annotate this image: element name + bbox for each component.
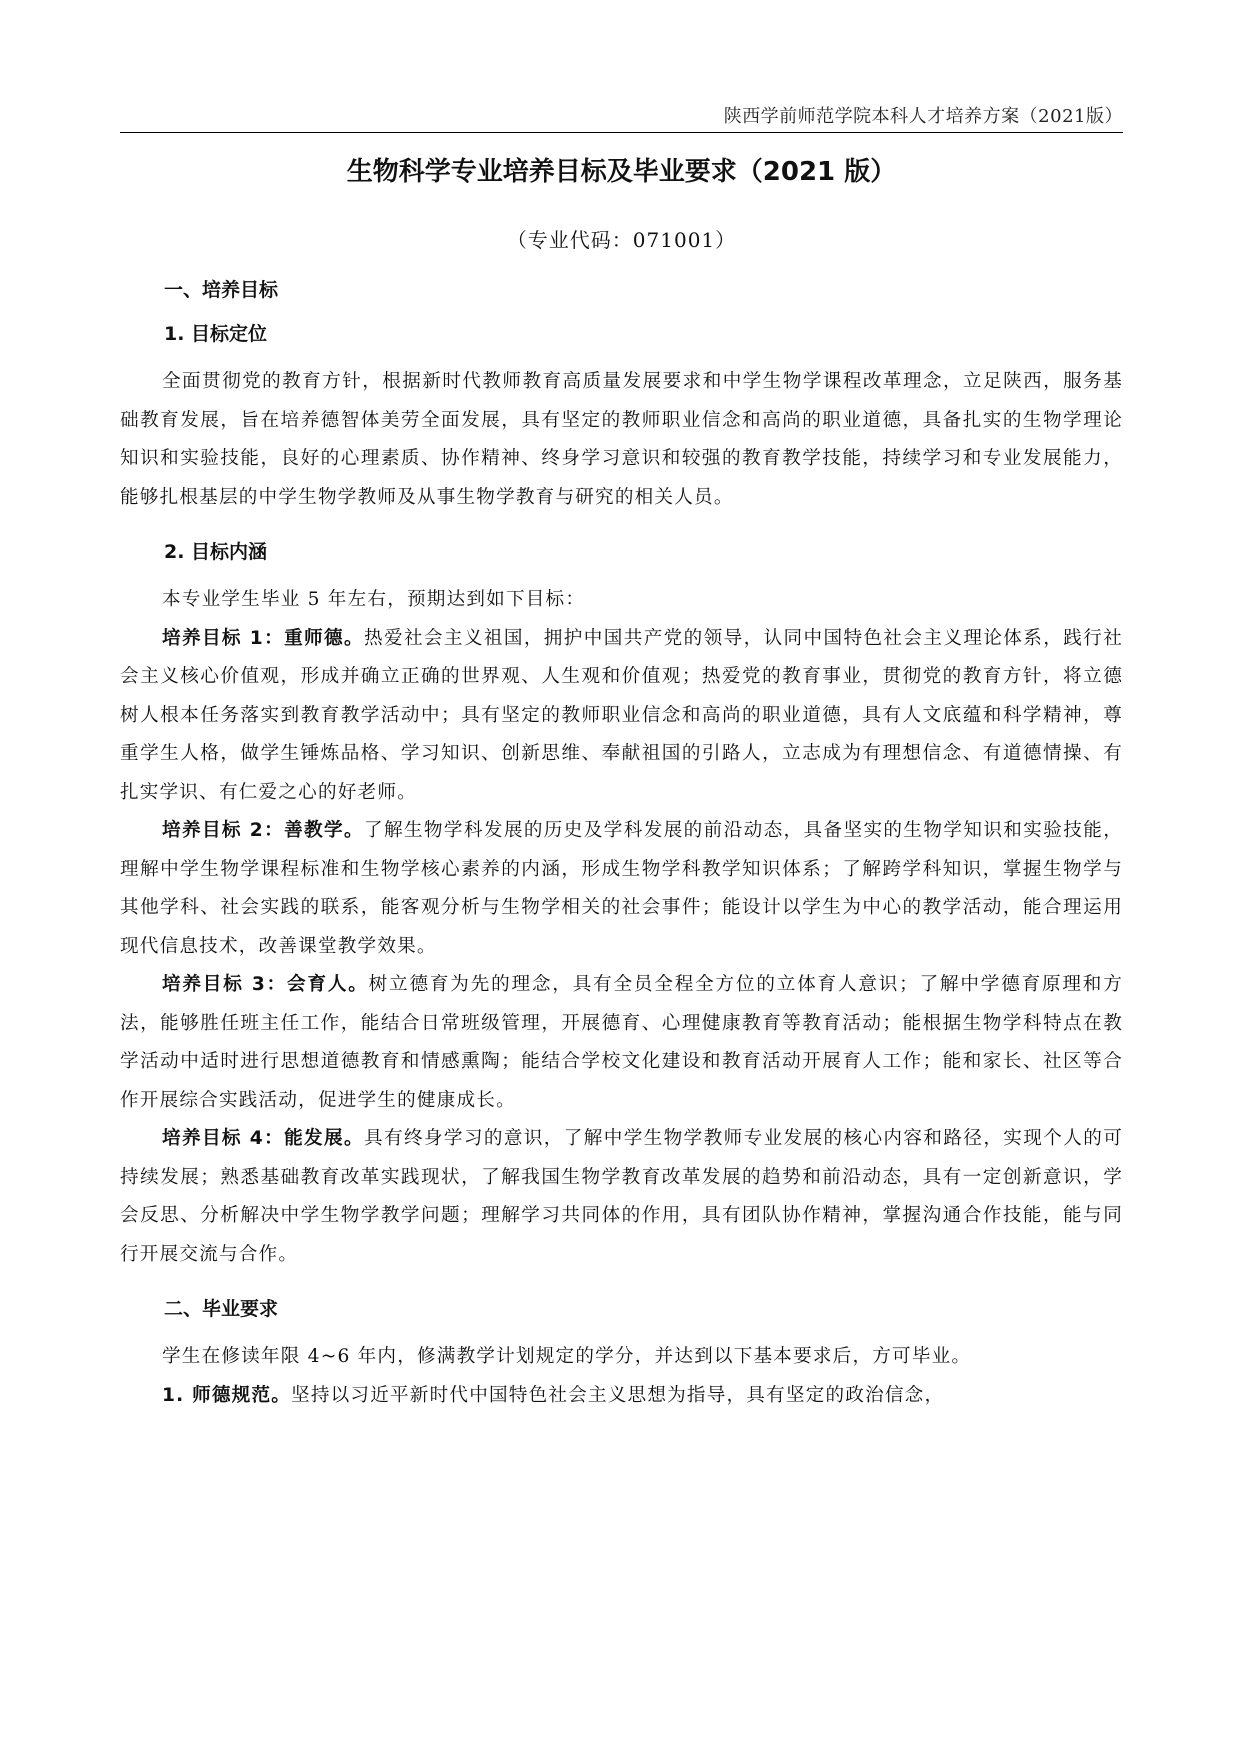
requirement-label-1: 1. 师德规范。 (162, 1384, 292, 1406)
requirement-paragraph-1 (120, 1377, 1123, 1416)
goal-text-1: 热爱社会主义祖国，拥护中国共产党的领导，认同中国特色社会主义理论体系，践行社会主义核心价值观，形成并确立正确的世界观、人生观和价值观；热爱党的教育事业，贯彻党的教育方针，将立德树人根本任务落实到教育教学活动中；具有坚定的教师职业信念和高尚的职业道德，具有人文底蕴和科学精神，尊重学生人格，做学生锤炼品格、学习知识、创新思维、奉献祖国的引路人，立志成为有理想信念、有道德情操、有扎实学识、有仁爱之心的好老师。 (120, 627, 1123, 803)
goal-text-2: 了解生物学科发展的历史及学科发展的前沿动态，具备坚实的生物学知识和实验技能，理解中学生物学课程标准和生物学核心素养的内涵，形成生物学科教学知识体系；了解跨学科知识，掌握生物学与其他学科、社会实践的联系，能客观分析与生物学相关的社会事件；能设计以学生为中心的教学活动，能合理运用现代信息技术，改善课堂教学效果。 (120, 820, 1123, 957)
goal-label-4: 培养目标 4：能发展。 (162, 1128, 364, 1149)
goal-label-2: 培养目标 2：善教学。 (162, 820, 364, 841)
section-heading-goals: 一、培养目标 (164, 279, 279, 301)
goal-paragraph-4 (120, 1120, 1123, 1274)
paragraph-requirements-intro: 学生在修读年限 4~6 年内，修满教学计划规定的学分，并达到以下基本要求后，方可毕业。 (162, 1346, 972, 1367)
document-title: 生物科学专业培养目标及毕业要求（2021 版） (346, 157, 897, 187)
section-heading-requirements: 二、毕业要求 (164, 1298, 279, 1320)
running-header: 陕西学前师范学院本科人才培养方案（2021版） (723, 106, 1123, 127)
header-rule (120, 132, 1123, 133)
goal-text-4: 具有终身学习的意识，了解中学生物学教师专业发展的核心内容和路径，实现个人的可持续发展；熟悉基础教育改革实践现状，了解我国生物学教育改革发展的趋势和前沿动态，具有一定创新意识，学会反思、分析解决中学生物学教学问题；理解学习共同体的作用，具有团队协作精神，掌握沟通合作技能，能与同行开展交流与合作。 (120, 1128, 1123, 1265)
goal-paragraph-3 (120, 966, 1123, 1120)
requirement-text-1: 坚持以习近平新时代中国特色社会主义思想为指导，具有坚定的政治信念， (291, 1384, 945, 1406)
goal-paragraph-1 (120, 620, 1123, 813)
paragraph-connotation-intro: 本专业学生毕业 5 年左右，预期达到如下目标： (162, 589, 586, 610)
goal-label-3: 培养目标 3：会育人。 (162, 974, 369, 995)
document-body (120, 140, 1123, 1415)
paragraph-positioning: 全面贯彻党的教育方针，根据新时代教师教育高质量发展要求和中学生物学课程改革理念，立足陕西，服务基础教育发展，旨在培养德智体美劳全面发展，具有坚定的教师职业信念和高尚的职业道德，具备扎实的生物学理论知识和实验技能，良好的心理素质、协作精神、终身学习意识和较强的教育教学技能，持续学习和专业发展能力，能够扎根基层的中学生物学教师及从事生物学教育与研究的相关人员。 (120, 371, 1123, 508)
goal-text-3: 树立德育为先的理念，具有全员全程全方位的立体育人意识；了解中学德育原理和方法，能够胜任班主任工作，能结合日常班级管理，开展德育、心理健康教育等教育活动；能根据生物学科特点在教学活动中适时进行思想道德教育和情感熏陶；能结合学校文化建设和教育活动开展育人工作；能和家长、社区等合作开展综合实践活动，促进学生的健康成长。 (120, 974, 1123, 1111)
major-code: （专业代码：071001） (506, 228, 737, 252)
goal-label-1: 培养目标 1：重师德。 (162, 627, 364, 649)
subsection-heading-connotation: 2. 目标内涵 (164, 541, 268, 563)
goal-paragraph-2 (120, 812, 1123, 966)
subsection-heading-positioning: 1. 目标定位 (164, 323, 268, 345)
